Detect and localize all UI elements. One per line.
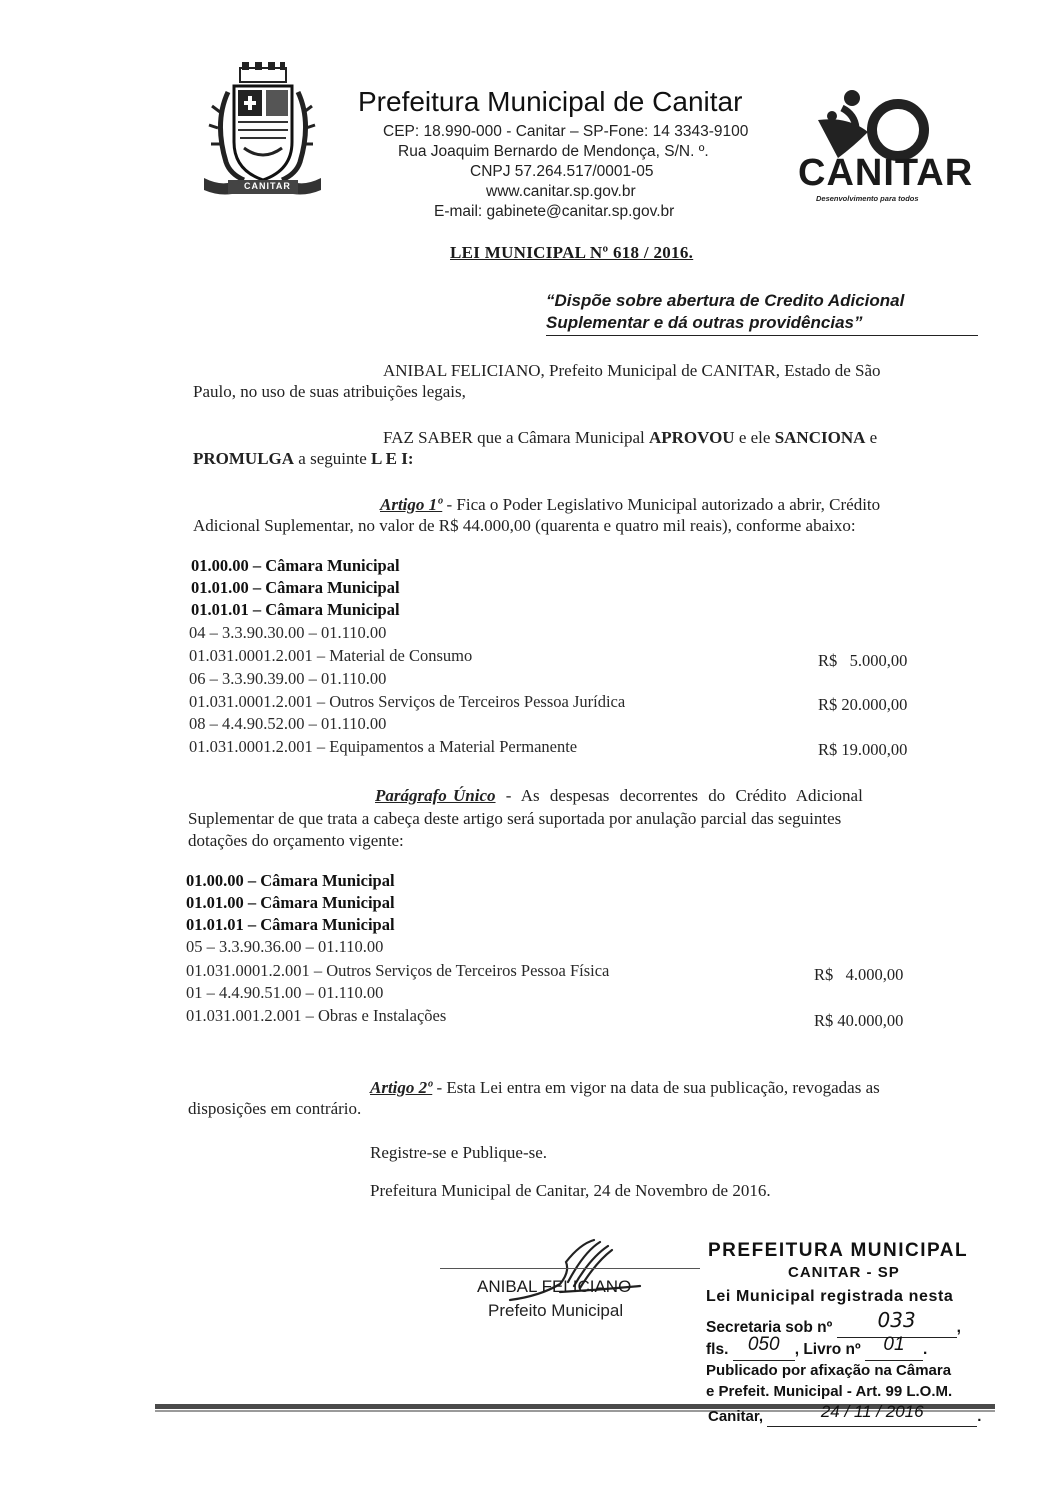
anul-header-3: 01.01.01 – Câmara Municipal: [186, 915, 395, 934]
stamp-secretaria-number: 033: [877, 1308, 916, 1332]
stamp-line-2: CANITAR - SP: [788, 1264, 900, 1281]
crest-banner-text: CANITAR: [244, 181, 291, 191]
header-title: Prefeitura Municipal de Canitar: [358, 86, 743, 117]
closing-place-date: Prefeitura Municipal de Canitar, 24 de Novembro de 2016.: [370, 1181, 771, 1200]
stamp-canitar-label: Canitar,: [708, 1408, 764, 1425]
preamble-line-2: Paulo, no uso de suas atribuições legais,: [193, 382, 466, 401]
stamp-secretaria-label: Secretaria sob nº: [706, 1319, 833, 1336]
anul-item-1-code: 05 – 3.3.90.36.00 – 01.110.00: [186, 937, 384, 956]
stamp-line-1: PREFEITURA MUNICIPAL: [708, 1240, 969, 1261]
law-title: LEI MUNICIPAL Nº 618 / 2016.: [450, 243, 694, 262]
faz-saber-lei: L E I:: [371, 449, 414, 468]
supl-item-1-code: 04 – 3.3.90.30.00 – 01.110.00: [189, 623, 387, 642]
paragrafo-text-1: - As despesas decorrentes do Crédito Adicional: [495, 786, 863, 805]
ementa-line-2: Suplementar e dá outras providências”: [546, 313, 863, 332]
faz-saber-a: FAZ SABER que a Câmara Municipal: [383, 428, 649, 447]
supl-item-1-amount: R$ 5.000,00: [818, 651, 908, 670]
anul-header-2: 01.01.00 – Câmara Municipal: [186, 893, 395, 912]
supl-item-2-amount: R$ 20.000,00: [818, 695, 908, 714]
supl-item-3-code: 08 – 4.4.90.52.00 – 01.110.00: [189, 714, 387, 733]
anul-item-1-amount: R$ 4.000,00: [814, 965, 904, 984]
canitar-logo-tagline: Desenvolvimento para todos: [816, 194, 919, 203]
signature-scribble-icon: [500, 1232, 650, 1312]
ementa-underline: [546, 335, 978, 336]
closing-registre: Registre-se e Publique-se.: [370, 1143, 548, 1162]
stamp-livro-number: 01: [883, 1334, 905, 1355]
header-line-cep: CEP: 18.990-000 - Canitar – SP-Fone: 14 3343-9100: [383, 123, 749, 140]
artigo1-label: Artigo 1º: [380, 495, 443, 514]
stamp-fls-label: fls.: [706, 1341, 729, 1358]
paragrafo-line-3: dotações do orçamento vigente:: [188, 831, 404, 850]
artigo1-line-2: Adicional Suplementar, no valor de R$ 44.000,00 (quarenta e quatro mil reais), conforme abaixo:: [193, 516, 856, 535]
stamp-line-3: Lei Municipal registrada nesta: [706, 1288, 954, 1305]
stamp-fls-number: 050: [747, 1334, 780, 1355]
supl-header-1: 01.00.00 – Câmara Municipal: [191, 556, 400, 575]
faz-saber-aprovou: APROVOU: [648, 428, 735, 447]
faz-saber-line-1: [383, 427, 877, 449]
supl-header-2: 01.01.00 – Câmara Municipal: [191, 578, 400, 597]
header-line-address: Rua Joaquim Bernardo de Mendonça, S/N. º.: [398, 143, 709, 160]
artigo2-line-2: disposições em contrário.: [188, 1099, 362, 1118]
anul-item-2-code: 01 – 4.4.90.51.00 – 01.110.00: [186, 983, 384, 1002]
header-line-email: E-mail: gabinete@canitar.sp.gov.br: [434, 203, 675, 220]
supl-header-3: 01.01.01 – Câmara Municipal: [191, 600, 400, 619]
faz-saber-e: e: [865, 428, 878, 447]
stamp-line-7: e Prefeit. Municipal - Art. 99 L.O.M.: [706, 1383, 953, 1400]
signature-role: Prefeito Municipal: [488, 1301, 624, 1320]
signature-line: [440, 1268, 700, 1269]
artigo1-text-1: - Fica o Poder Legislativo Municipal autorizado a abrir, Crédito: [442, 495, 881, 514]
anul-header-1: 01.00.00 – Câmara Municipal: [186, 871, 395, 890]
stamp-line-8: Canitar, 24 / 11 / 2016 .: [708, 1402, 982, 1425]
preamble-line-1: ANIBAL FELICIANO, Prefeito Municipal de CANITAR, Estado de São: [383, 361, 881, 380]
artigo1-line-1: [380, 494, 880, 516]
crest-icon: [200, 62, 325, 197]
stamp-livro-label: , Livro nº: [794, 1341, 861, 1358]
paragrafo-line-1: [375, 785, 863, 807]
stamp-date-handwritten: 24 / 11 / 2016: [820, 1402, 924, 1421]
faz-saber-c: e ele: [734, 428, 775, 447]
faz-saber-g: a seguinte: [294, 449, 371, 468]
artigo2-line-1: [370, 1077, 880, 1099]
supl-item-3-desc: 01.031.0001.2.001 – Equipamentos a Material Permanente: [189, 737, 578, 756]
supl-item-2-desc: 01.031.0001.2.001 – Outros Serviços de Terceiros Pessoa Jurídica: [189, 692, 626, 711]
supl-item-3-amount: R$ 19.000,00: [818, 740, 908, 759]
stamp-line-5: fls. 050 , Livro nº 01 .: [706, 1338, 927, 1361]
artigo2-label: Artigo 2º: [370, 1078, 433, 1097]
anul-item-2-desc: 01.031.001.2.001 – Obras e Instalações: [186, 1006, 447, 1025]
anul-item-1-desc: 01.031.0001.2.001 – Outros Serviços de Terceiros Pessoa Física: [186, 961, 610, 980]
municipal-crest: [200, 62, 325, 197]
handwritten-signature: [500, 1232, 650, 1312]
paragrafo-label: Parágrafo Único: [375, 786, 496, 805]
artigo2-text-1: - Esta Lei entra em vigor na data de sua publicação, revogadas as: [432, 1078, 880, 1097]
stamp-line-6: Publicado por afixação na Câmara: [706, 1362, 952, 1379]
signature-name: ANIBAL FELICIANO: [477, 1277, 632, 1296]
supl-item-1-desc: 01.031.0001.2.001 – Material de Consumo: [189, 646, 473, 665]
faz-saber-sanciona: SANCIONA: [774, 428, 866, 447]
ementa: [546, 290, 978, 334]
supl-item-2-code: 06 – 3.3.90.39.00 – 01.110.00: [189, 669, 387, 688]
faz-saber-line-2: [193, 448, 414, 470]
header-line-cnpj: CNPJ 57.264.517/0001-05: [470, 163, 654, 180]
canitar-logo: [798, 86, 974, 206]
header-line-website: www.canitar.sp.gov.br: [486, 183, 636, 200]
canitar-logo-text: CANITAR: [798, 152, 974, 194]
stamp-line-4: Secretaria sob nº 033 ,: [706, 1308, 961, 1336]
faz-saber-promulga: PROMULGA: [193, 449, 295, 468]
anul-item-2-amount: R$ 40.000,00: [814, 1011, 904, 1030]
paragrafo-line-2: Suplementar de que trata a cabeça deste artigo será suportada por anulação parcial das seguintes: [188, 809, 842, 828]
ementa-line-1: “Dispõe sobre abertura de Credito Adicional: [546, 291, 905, 310]
